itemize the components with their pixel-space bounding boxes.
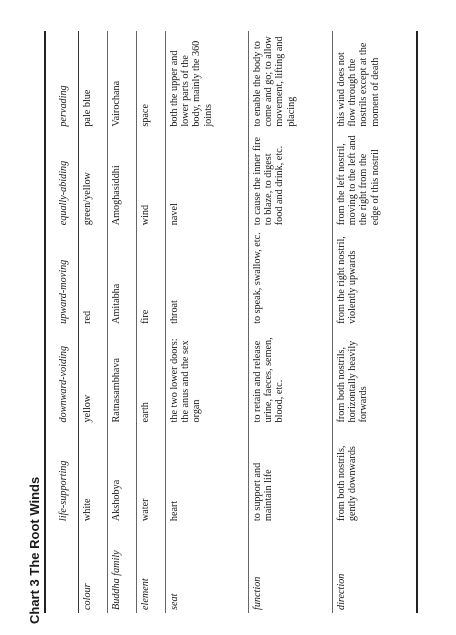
- chart-title: Chart 3 The Root Winds: [27, 476, 42, 624]
- header-corner: [45, 524, 79, 613]
- table-cell: heart: [169, 500, 180, 522]
- root-winds-table-container: [44, 31, 442, 613]
- table-row-colour: [79, 31, 108, 613]
- table-row-element: [137, 31, 166, 613]
- table-cell: Amitabha: [111, 283, 122, 324]
- table-cell: to cause the inner fire to blaze, to digest food and drink, etc.: [252, 137, 286, 226]
- table-cell: from the right nostril, violently upwards: [336, 236, 359, 324]
- table-cell: wind: [140, 204, 151, 226]
- root-winds-table: [44, 31, 418, 613]
- table-row-seat: [166, 31, 249, 613]
- table-cell: navel: [169, 203, 180, 226]
- header-pervading: pervading: [58, 85, 70, 127]
- row-label: Buddha family: [111, 550, 122, 610]
- table-cell: from both nostrils, gently downwards: [336, 445, 359, 522]
- table-row-function: [249, 31, 333, 613]
- header-downward-voiding: downward-voiding: [58, 345, 70, 423]
- row-label: colour: [82, 583, 93, 610]
- table-cell: earth: [140, 402, 151, 423]
- table-row-buddha-family: [108, 31, 137, 613]
- table-cell: to speak, swallow, etc.: [252, 232, 263, 324]
- table-cell: green/yellow: [82, 172, 93, 226]
- row-label: direction: [336, 573, 347, 610]
- table-cell: this wind does not flow through the nostrils except at the moment of death: [336, 42, 381, 127]
- table-cell: the two lower doors: the anus and the sex organ: [169, 338, 203, 423]
- table-cell: white: [82, 498, 93, 522]
- table-cell: throat: [169, 300, 180, 324]
- table-cell: both the upper and lower parts of the body, mainly the 360 joints: [169, 40, 214, 127]
- table-cell: water: [140, 498, 151, 522]
- table-cell: to enable the body to come and go; to allow movement, lifting and placing: [252, 36, 297, 127]
- table-cell: Vairochana: [111, 80, 122, 127]
- row-label: element: [140, 578, 151, 610]
- table-cell: red: [82, 310, 93, 324]
- table-cell: to retain and release urine, faeces, semen, blood, etc.: [252, 337, 286, 423]
- row-label: function: [252, 576, 263, 610]
- table-cell: yellow: [82, 394, 93, 423]
- table-cell: pale blue: [82, 89, 93, 127]
- row-label: seat: [169, 593, 180, 610]
- header-life-supporting: life-supporting: [58, 460, 70, 522]
- header-upward-moving: upward-moving: [58, 259, 70, 324]
- table-cell: fire: [140, 309, 151, 324]
- table-cell: from both nostrils, horizontally heavily forwards: [336, 340, 370, 423]
- header-row: [45, 31, 79, 613]
- table-cell: space: [140, 104, 151, 127]
- table-cell: Ratnasambhava: [111, 357, 122, 423]
- table-cell: from the left nostril, moving to the left and the right from the edge of this nostril: [336, 135, 381, 226]
- header-equally-abiding: equally-abiding: [58, 160, 70, 226]
- table-cell: Akshobya: [111, 479, 122, 522]
- table-row-direction: [333, 31, 418, 613]
- table-cell: Amoghasiddhi: [111, 165, 122, 226]
- table-cell: to support and maintain life: [252, 462, 275, 522]
